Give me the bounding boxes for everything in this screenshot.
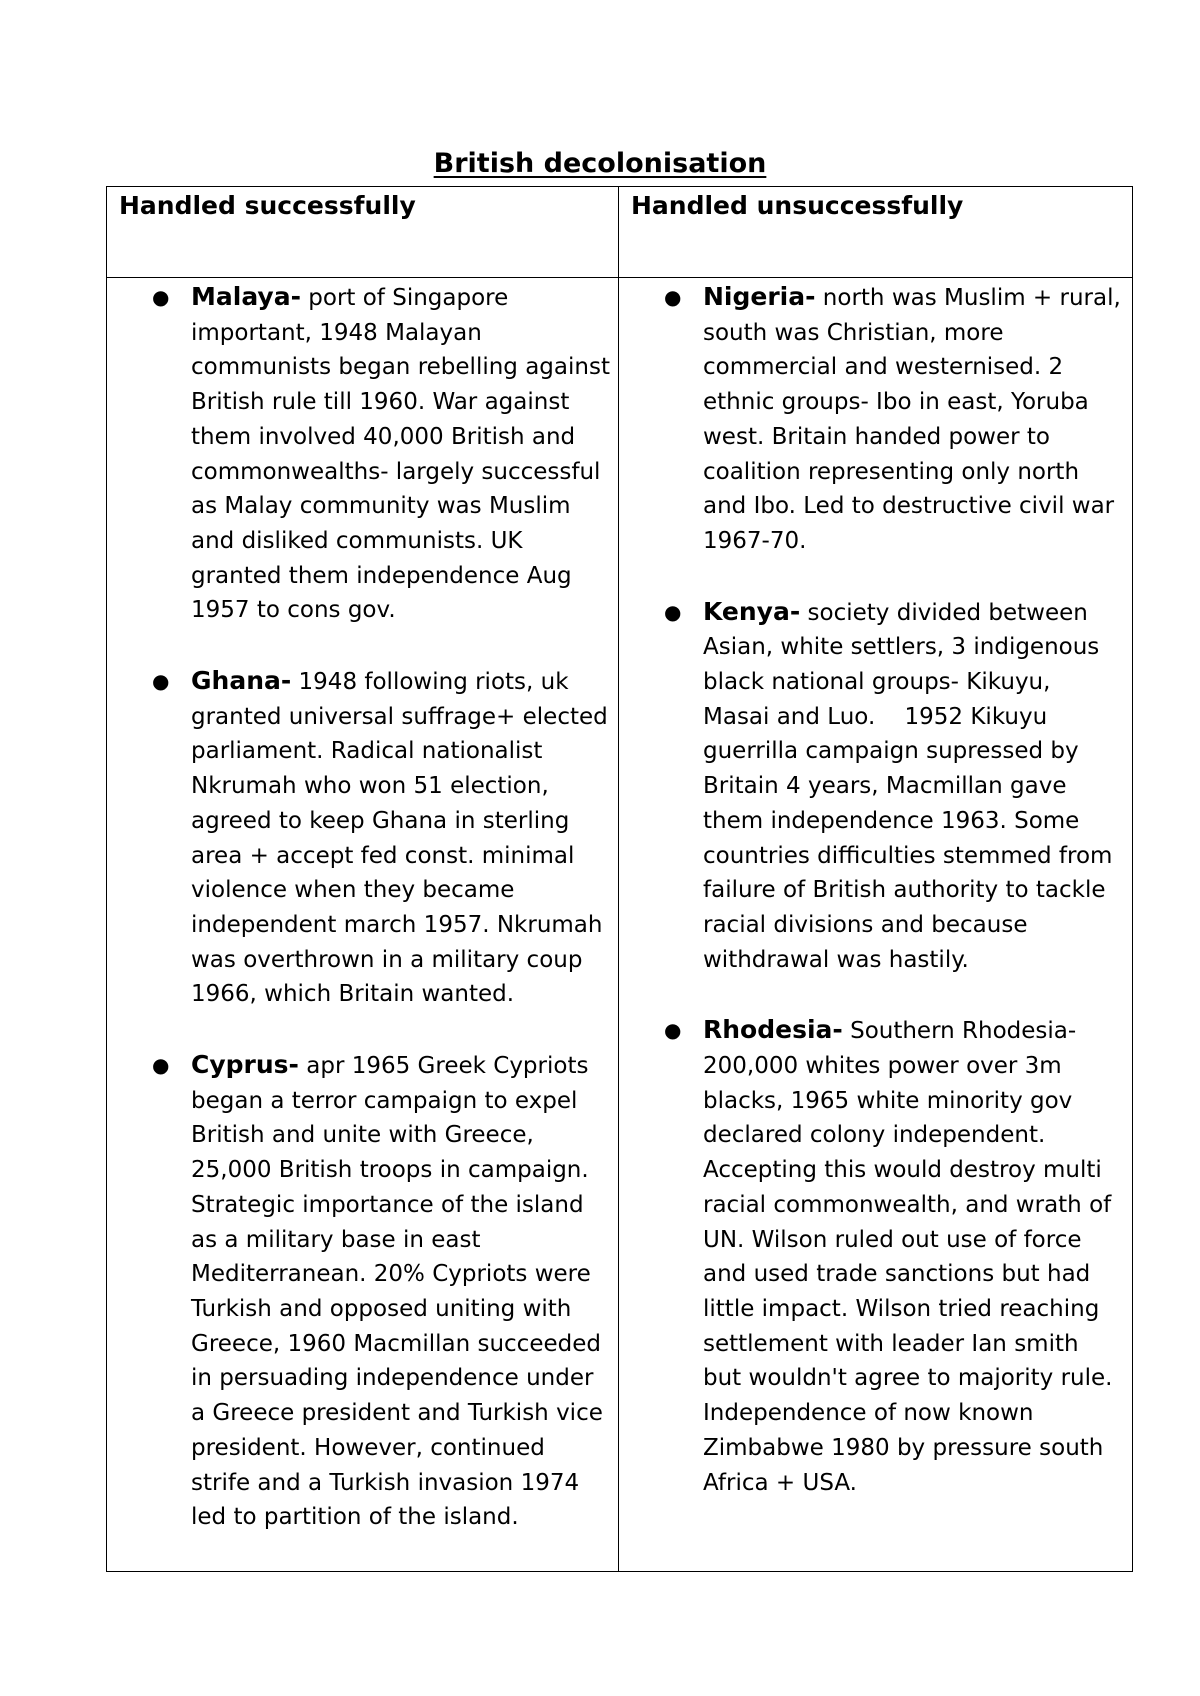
list-item-malaya (107, 280, 618, 628)
table-body-row (107, 278, 1133, 1572)
list-item-kenya (619, 595, 1132, 978)
bullet-icon: ● (664, 599, 682, 624)
list-item-nigeria (619, 280, 1132, 559)
bullet-icon: ● (152, 1053, 170, 1078)
header-unsuccessful: Handled unsuccessfully (619, 187, 1133, 278)
bullet-icon: ● (664, 285, 682, 309)
bullet-icon: ● (152, 669, 170, 694)
item-name: Kenya- (703, 596, 801, 626)
table-header-row (107, 187, 1133, 278)
unsuccessful-list (619, 278, 1132, 1500)
item-name: Nigeria- (703, 282, 816, 311)
item-text: Southern Rhodesia- 200,000 whites power over 3m blacks, 1965 white minority gov declared colony independent. Accepting this would destroy multi racial commonwealth, and wrath of UN. Wilson ruled out use of force and used trade sanctions but had little impact. Wilson tried reaching settlement with leader Ian smith but wouldn't agree to majority rule. Independence of now known Zimbabwe 1980 by pressure south Africa + USA. (703, 1018, 1113, 1496)
item-name: Ghana- (191, 666, 292, 696)
item-text: 1948 following riots, uk granted universal suffrage+ elected parliament. Radical nationalist Nkrumah who won 51 election, agreed to keep Ghana in sterling area + accept fed const. minimal violence when they became independent march 1957. Nkrumah was overthrown in a military coup 1966, which Britain wanted. (191, 669, 608, 1008)
list-item-ghana (107, 664, 618, 1012)
unsuccessful-cell (619, 278, 1133, 1572)
item-text: port of Singapore important, 1948 Malayan communists began rebelling against British rule till 1960. War against them involved 40,000 British and commonwealths- largely successful as Malay community was Muslim and disliked communists. UK granted them independence Aug 1957 to cons gov. (191, 285, 610, 624)
item-text: north was Muslim + rural, south was Christian, more commercial and westernised. 2 ethnic groups- Ibo in east, Yoruba west. Britain handed power to coalition representing only north and Ibo. Led to destructive civil war 1967-70. (703, 285, 1121, 554)
bullet-icon: ● (664, 1018, 682, 1043)
item-text: society divided between Asian, white settlers, 3 indigenous black national groups- Kikuyu, Masai and Luo. 1952 Kikuyu guerrilla campaign supressed by Britain 4 years, Macmillan gave them independence 1963. Some countries difficulties stemmed from failure of British authority to tackle racial divisions and because withdrawal was hastily. (703, 599, 1120, 973)
successful-cell (107, 278, 619, 1572)
item-name: Malaya- (191, 282, 301, 311)
item-name: Cyprus- (191, 1050, 299, 1080)
header-successful: Handled successfully (107, 187, 619, 278)
item-text: apr 1965 Greek Cypriots began a terror campaign to expel British and unite with Greece, 25,000 British troops in campaign. Strategic importance of the island as a military base in east Mediterranean. 20% Cypriots were Turkish and opposed uniting with Greece, 1960 Macmillan succeeded in persuading independence under a Greece president and Turkish vice president. However, continued strife and a Turkish invasion 1974 led to partition of the island. (191, 1053, 603, 1531)
item-name: Rhodesia- (703, 1015, 843, 1045)
successful-list (107, 278, 618, 1535)
comparison-table (106, 186, 1133, 1572)
bullet-icon: ● (152, 285, 170, 309)
list-item-rhodesia (619, 1013, 1132, 1500)
list-item-cyprus (107, 1048, 618, 1535)
document-title: British decolonisation (433, 148, 767, 179)
